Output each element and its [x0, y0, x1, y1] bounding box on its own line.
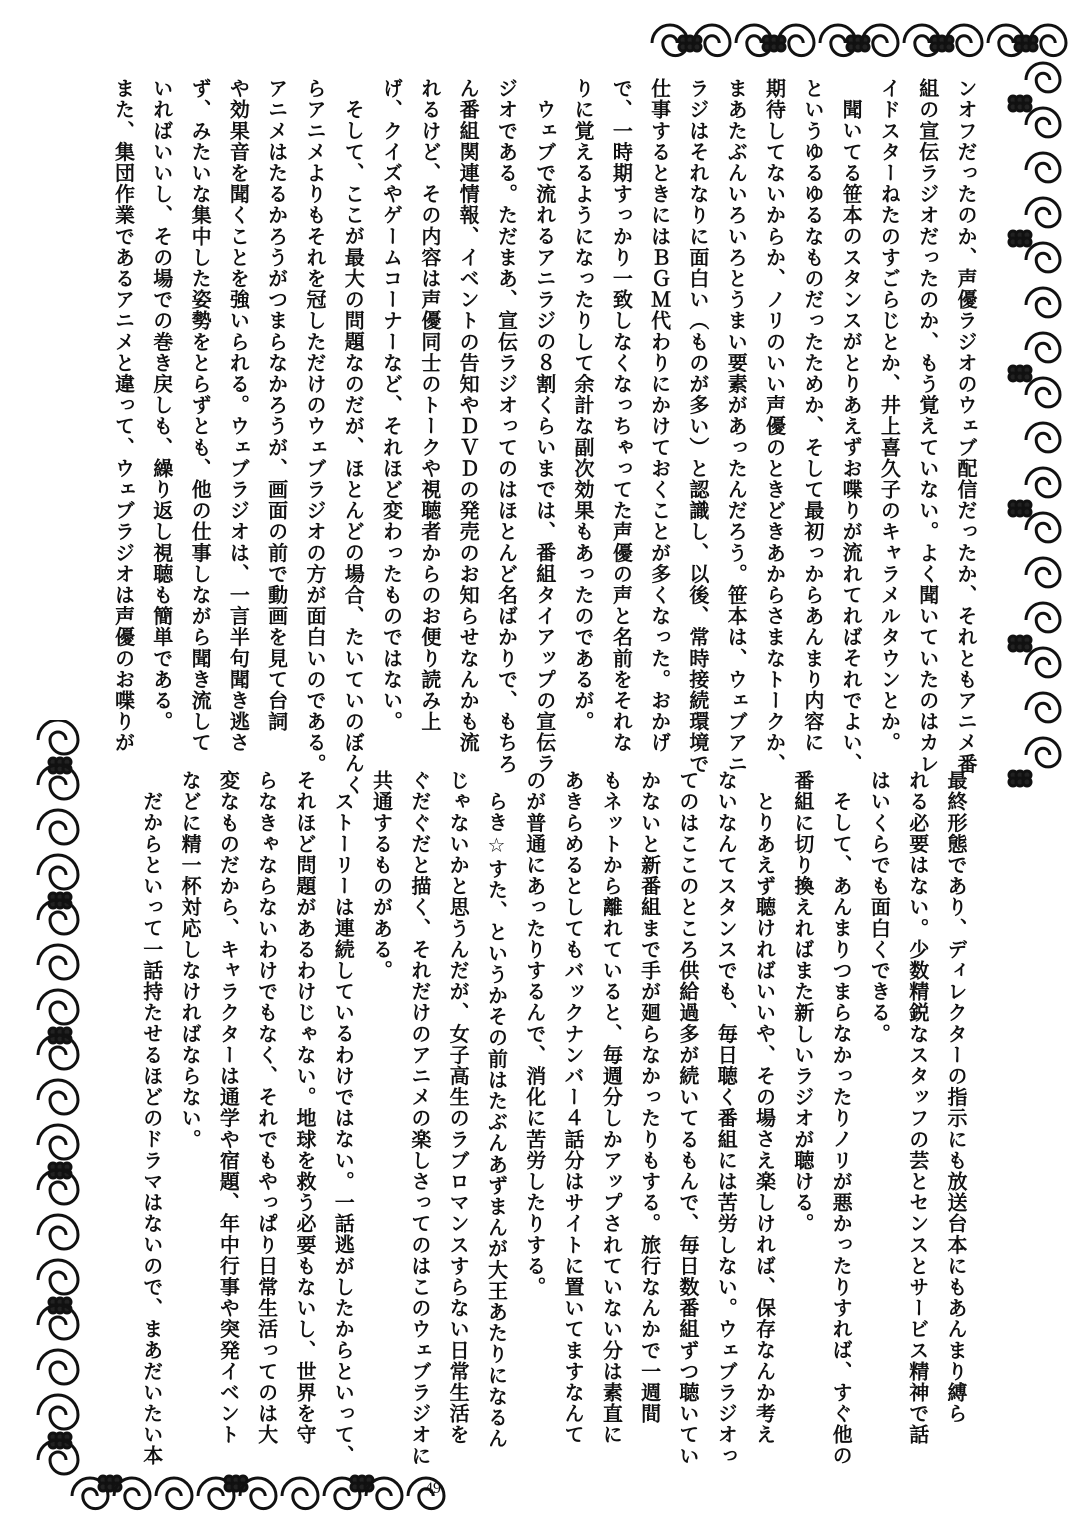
- text-block-top: [100, 78, 985, 796]
- vine-swirl: [38, 1260, 78, 1294]
- vine-swirl: [1026, 153, 1060, 182]
- text-line: てのはここのところ供給過多が続いてるもんで、毎日数番組ずつ聴いてい: [675, 770, 700, 1467]
- text-line: あきらめるとしてもバックナンバー４話分はサイトに置いてますなんて: [561, 770, 586, 1446]
- vine-swirl: [38, 990, 78, 1024]
- text-line: れる必要はない。少数精鋭なスタッフの芸とセンスとサービス精神で話: [905, 770, 930, 1446]
- text-line: ジオである。ただまあ、宣伝ラジオってのはほとんど名ばかりで、もちろ: [494, 78, 519, 775]
- text-line: もネットから離れていると、毎週分しかアップされていない分は素直に: [599, 770, 624, 1446]
- text-line: 聞いてる笹本のスタンスがとりあえずお喋りが流れてればそれでよい、: [839, 99, 864, 775]
- vine-swirl: [38, 810, 78, 844]
- vine-swirl: [1026, 738, 1060, 767]
- grape-icon: [1023, 373, 1031, 381]
- vine-swirl: [1026, 288, 1060, 317]
- vine-swirl: [1026, 423, 1060, 452]
- vine-swirl: [38, 1350, 78, 1384]
- vine-swirl: [38, 945, 78, 979]
- vine-swirl: [1026, 333, 1060, 362]
- vine-swirl: [38, 720, 78, 754]
- vine-swirl: [38, 1125, 78, 1159]
- vine-swirl: [114, 1478, 150, 1509]
- text-line: だからといって一話持たせるほどのドラマはないので、まあだいたい本: [139, 791, 164, 1467]
- text-line: らなきゃならないわけでもなく、それでもやっぱり日常生活ってのは大: [254, 770, 279, 1446]
- text-line: で、一時期すっかり一致しなくなっちゃってた声優の声と名前をそれな: [609, 78, 634, 754]
- text-line: まあたぶんいろいろとうまい要素があったんだろう。笹本は、ウェブアニ: [724, 78, 749, 775]
- text-line: そして、あんまりつまらなかったりノリが悪かったりすれば、すぐ他の: [829, 791, 854, 1467]
- vine-swirl: [1026, 693, 1060, 722]
- text-line: などに精一杯対応しなければならない。: [178, 770, 203, 1150]
- vine-swirl: [1026, 468, 1060, 497]
- text-line: 期待してないからか、ノリのいい声優のときどきあからさまなトークか、: [762, 78, 787, 775]
- text-line: じゃないかと思うんだが、女子高生のラブロマンスすらない日常生活を: [446, 770, 471, 1446]
- grape-icon: [1023, 643, 1031, 651]
- text-line: 変なものだから、キャラクターは通学や宿題、年中行事や突発イベント: [216, 770, 241, 1446]
- text-line: ぐだぐだと描く、それだけのアニメの楽しさってのはこのウェブラジオに: [407, 770, 432, 1467]
- text-line: イドスターねたのすごらじとか、井上喜久子のキャラメルタウンとか。: [877, 78, 902, 754]
- text-line: ん番組関連情報、イベントの告知やＤＶＤの発売のお知らせなんかも流: [456, 78, 481, 754]
- text-line: や効果音を聞くことを強いられる。ウェブラジオは、一言半句聞き逃さ: [226, 78, 251, 754]
- vine-swirl: [1026, 513, 1060, 542]
- vine-swirl: [38, 855, 78, 889]
- grape-icon: [1023, 508, 1031, 516]
- vine-swirl: [1026, 63, 1060, 92]
- grape-icon: [693, 43, 701, 51]
- vine-swirl: [1026, 378, 1060, 407]
- text-line: ンオフだったのか、声優ラジオのウェブ配信だったか、それともアニメ番: [954, 78, 978, 775]
- text-line: ウェブで流れるアニラジの８割くらいまでは、番組タイアップの宣伝ラ: [532, 99, 557, 775]
- text-line: とりあえず聴ければいいや、その場さえ楽しければ、保存なんか考え: [752, 791, 777, 1446]
- vine-swirl: [156, 1478, 192, 1509]
- text-line: そして、ここが最大の問題なのだが、ほとんどの場合、たいていのぼんく: [341, 99, 366, 796]
- grape-icon: [1029, 43, 1037, 51]
- text-line: それほど問題があるわけじゃない。地球を救う必要もないし、世界を守: [292, 770, 317, 1446]
- vine-swirl: [366, 1478, 402, 1509]
- text-line: アニメはたるかろうがつまらなかろうが、画面の前で動画を見て台詞: [264, 78, 289, 733]
- text-line: らアニメよりもそれを冠しただけのウェブラジオの方が面白いのである。: [302, 78, 327, 775]
- text-line: 組の宣伝ラジオだったのか、もう覚えていない。よく聞いていたのはカレ: [915, 78, 940, 775]
- text-line: 仕事するときにはＢＧＭ代わりにかけておくことが多くなった。おかげ: [647, 78, 672, 754]
- vine-swirl: [1026, 108, 1060, 137]
- vine-swirl: [1026, 243, 1060, 272]
- vine-swirl: [1026, 558, 1060, 587]
- text-line: また、集団作業であるアニメと違って、ウェブラジオは声優のお喋りが: [111, 78, 136, 754]
- vine-swirl: [38, 1215, 78, 1249]
- text-line: かないと新番組まで手が廻らなかったりもする。旅行なんかで一週間: [637, 770, 662, 1425]
- grape-icon: [861, 43, 869, 51]
- text-line: れるけど、その内容は声優同士のトークや視聴者からのお便り読み上: [417, 78, 442, 733]
- vine-swirl: [1026, 648, 1060, 677]
- vine-swirl: [240, 1478, 276, 1509]
- text-line: いればいいし、その場での巻き戻しも、繰り返し視聴も簡単である。: [149, 78, 174, 733]
- grape-icon: [945, 43, 953, 51]
- vine-swirl: [38, 1080, 78, 1114]
- text-line: ず、みたいな集中した姿勢をとらずとも、他の仕事しながら聞き流して: [188, 78, 213, 754]
- grape-icon: [1023, 778, 1031, 786]
- vine-swirl: [38, 1395, 78, 1429]
- vine-swirl: [282, 1478, 318, 1509]
- text-line: ないなんてスタンスでも、毎日聴く番組には苦労しない。ウェブラジオっ: [714, 770, 739, 1467]
- text-line: げ、クイズやゲームコーナーなど、それほど変わったものではない。: [379, 78, 404, 733]
- text-line: はいくらでも面白くできる。: [867, 770, 892, 1045]
- text-line: ラジはそれなりに面白い（ものが多い）と認識し、以後、常時接続環境で: [685, 78, 710, 775]
- text-line: のが普通にあったりするんで、消化に苦労したりする。: [522, 770, 547, 1298]
- text-line: 番組に切り換えればまた新しいラジオが聴ける。: [790, 770, 815, 1235]
- text-block-bottom: [130, 770, 975, 1470]
- vine-swirl: [1026, 603, 1060, 632]
- text-line: ストーリーは連続しているわけではない。一話逃がしたからといって、: [331, 791, 356, 1467]
- text-line: りに覚えるようになったりして余計な副次効果もあったのであるが。: [571, 78, 596, 733]
- text-line: というゆるゆるなものだったためか、そして最初っからあんまり内容に: [800, 78, 825, 754]
- grape-icon: [777, 43, 785, 51]
- text-line: らき☆すた、というかその前はたぶんあずまんが大王あたりになるん: [484, 791, 509, 1450]
- text-line: 最終形態であり、ディレクターの指示にも放送台本にもあんまり縛ら: [944, 770, 968, 1425]
- page-number: 49: [425, 1480, 441, 1497]
- grape-icon: [1023, 238, 1031, 246]
- text-line: 共通するものがある。: [369, 770, 394, 981]
- grape-icon: [1023, 103, 1031, 111]
- vine-swirl: [1026, 198, 1060, 227]
